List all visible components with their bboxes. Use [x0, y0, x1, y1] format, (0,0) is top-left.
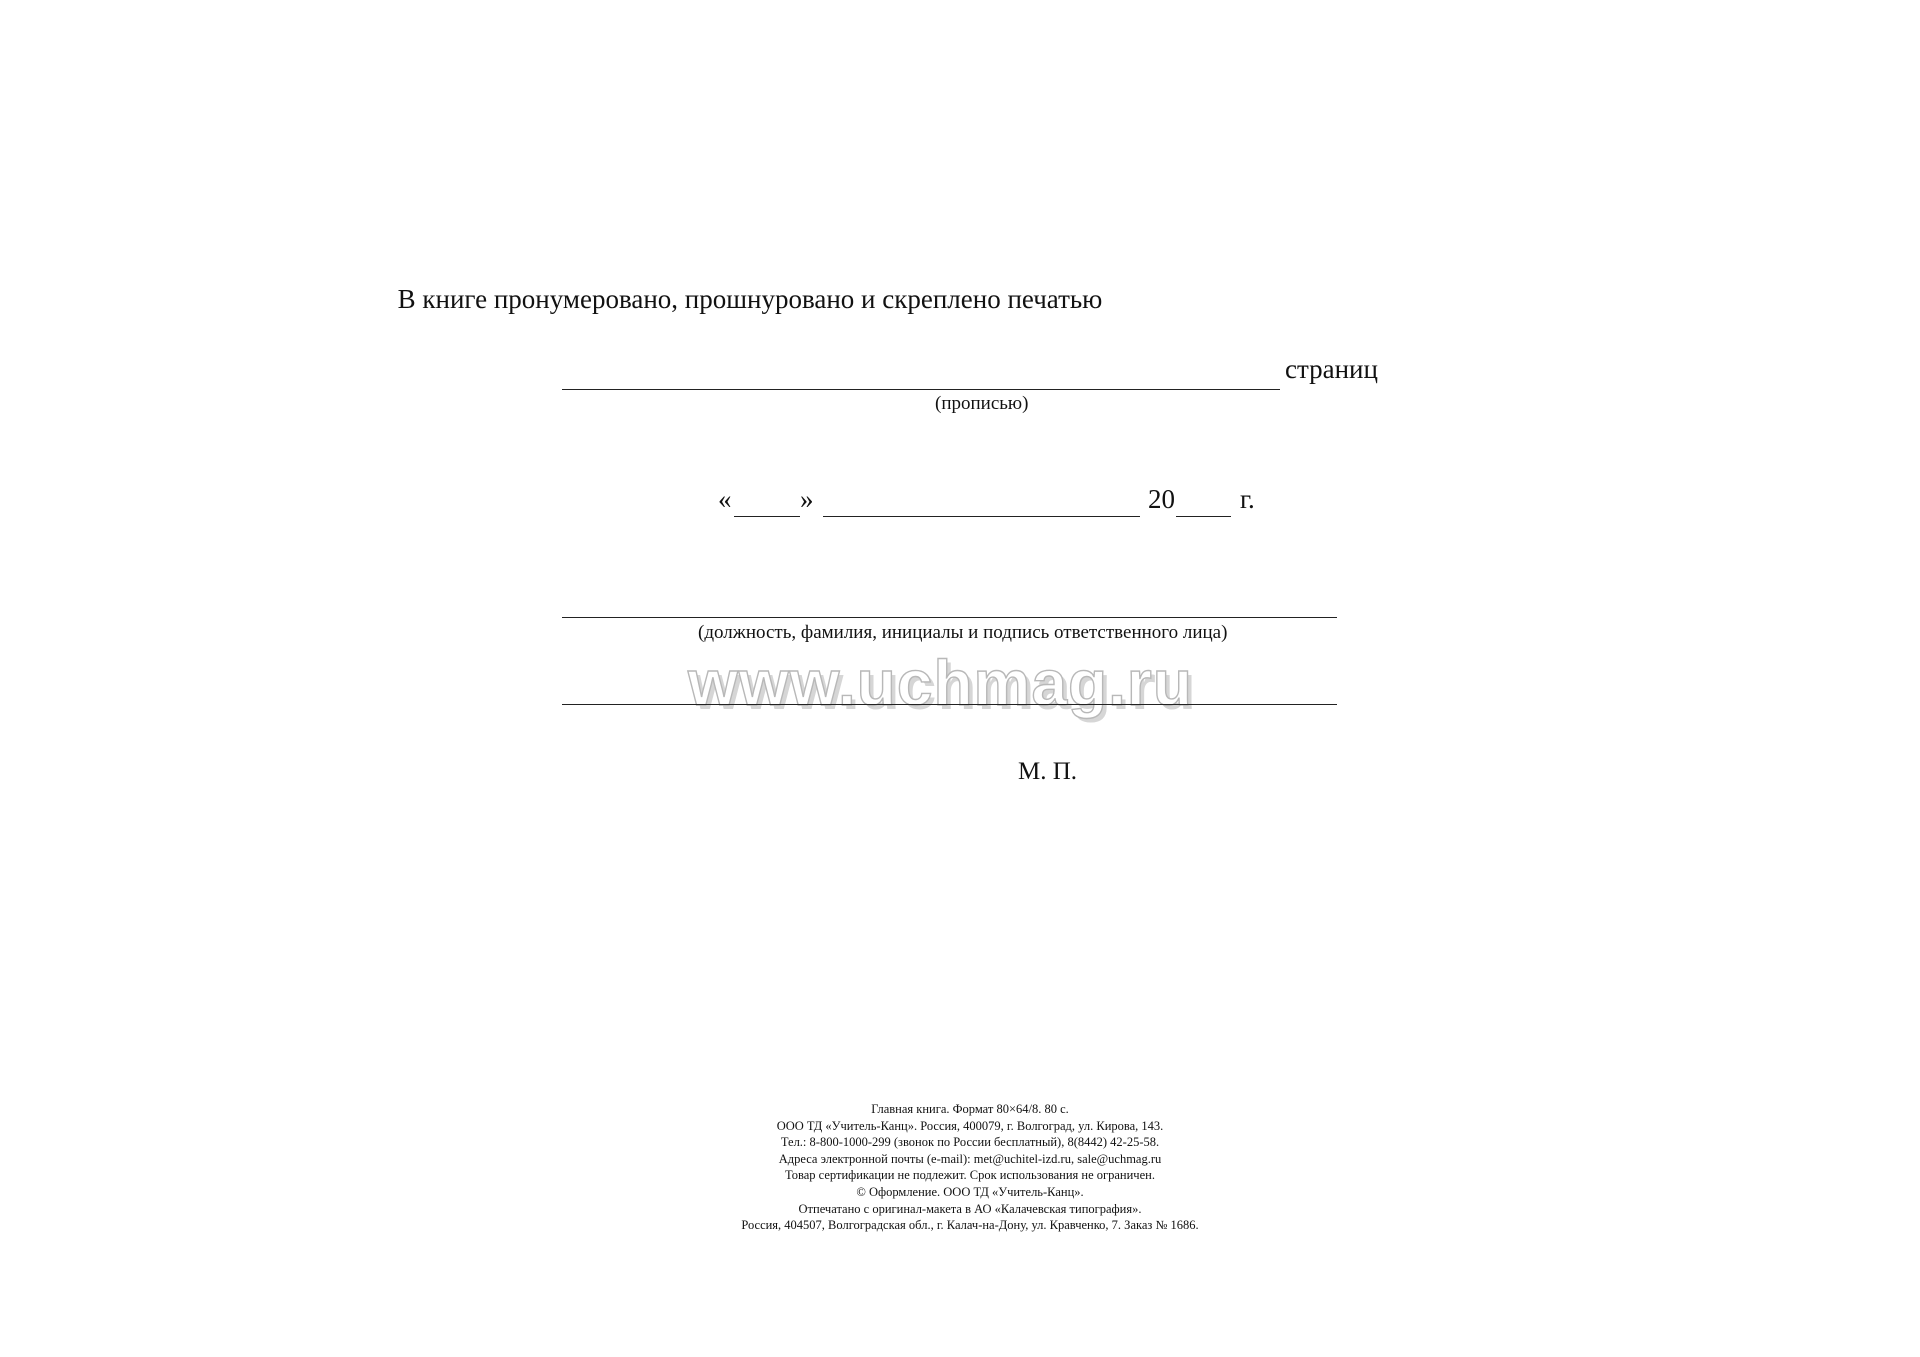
year-prefix: 20	[1148, 484, 1175, 514]
certification-heading: В книге пронумеровано, прошнуровано и скреплено печатью	[397, 284, 1103, 314]
signatory-line	[562, 617, 1337, 618]
pages-hint: (прописью)	[935, 393, 1029, 414]
imprint-line: © Оформление. ООО ТД «Учитель-Канц».	[856, 1184, 1084, 1199]
signatory-hint: (должность, фамилия, инициалы и подпись ответственного лица)	[698, 622, 1228, 643]
date-close-quote: »	[800, 484, 814, 514]
page-count-line	[562, 389, 1280, 390]
imprint-line: Тел.: 8-800-1000-299 (звонок по России бесплатный), 8(8442) 42-25-58.	[780, 1135, 1160, 1150]
stamp-mark: М. П.	[1018, 758, 1078, 785]
year-suffix-wrap	[1240, 484, 1255, 515]
imprint-block	[540, 1101, 1400, 1234]
year-prefix-wrap	[1148, 484, 1175, 515]
pages-label: страниц	[1285, 354, 1378, 384]
imprint-line: Адреса электронной почты (e-mail): met@uchitel-izd.ru, sale@uchmag.ru	[778, 1151, 1162, 1166]
imprint-line: Отпечатано с оригинал-макета в АО «Калачевская типография».	[798, 1201, 1142, 1216]
imprint-line: ООО ТД «Учитель-Канц». Россия, 400079, г. Волгоград, ул. Кирова, 143.	[776, 1118, 1164, 1133]
watermark: www.uchmag.ru	[688, 647, 1193, 719]
year-blank-line	[1176, 516, 1231, 517]
year-suffix: г.	[1240, 484, 1255, 514]
imprint-line: Главная книга. Формат 80×64/8. 80 с.	[871, 1102, 1069, 1116]
month-blank-line	[823, 516, 1140, 517]
second-signatory-line	[562, 704, 1337, 705]
imprint-line: Товар сертификации не подлежит. Срок использования не ограничен.	[785, 1168, 1155, 1183]
date-open-quote: «	[718, 484, 732, 514]
day-blank-line	[734, 516, 800, 517]
date-close-quote-wrap	[800, 484, 814, 515]
imprint-line: Россия, 404507, Волгоградская обл., г. Калач-на-Дону, ул. Кравченко, 7. Заказ № 1686.	[741, 1218, 1199, 1233]
date-row	[718, 484, 732, 515]
